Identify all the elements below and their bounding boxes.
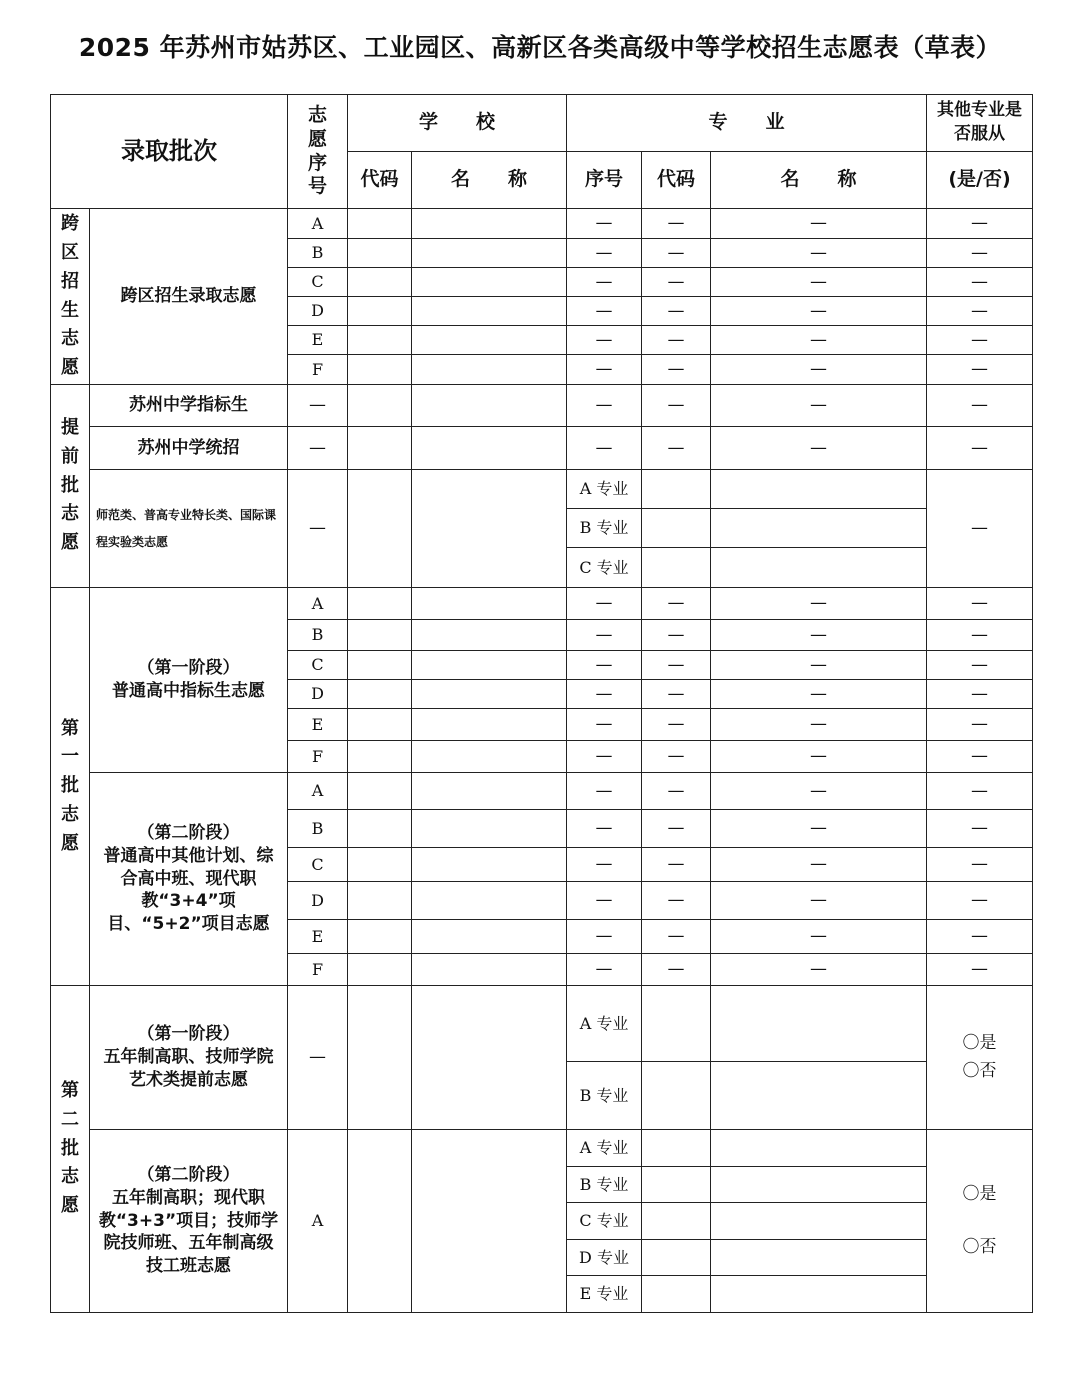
school-name-input[interactable] bbox=[412, 239, 567, 268]
dash: — bbox=[927, 385, 1033, 427]
dash: — bbox=[711, 741, 927, 773]
label-suzhou-quota: 苏州中学指标生 bbox=[90, 385, 288, 427]
header-school-code: 代码 bbox=[348, 152, 412, 209]
dash: — bbox=[711, 326, 927, 355]
school-code-input[interactable] bbox=[348, 427, 412, 470]
school-code-input[interactable] bbox=[348, 651, 412, 680]
dash: — bbox=[642, 810, 711, 848]
major-seq-cell: D 专业 bbox=[567, 1240, 642, 1276]
group-batch2: 第二批志愿 bbox=[51, 986, 90, 1313]
dash: — bbox=[567, 651, 642, 680]
dash: — bbox=[567, 620, 642, 651]
school-code-input[interactable] bbox=[348, 588, 412, 620]
dash: — bbox=[927, 297, 1033, 326]
dash: — bbox=[567, 882, 642, 920]
dash: — bbox=[927, 239, 1033, 268]
school-code-input[interactable] bbox=[348, 385, 412, 427]
dash: — bbox=[711, 651, 927, 680]
seq-cell: B bbox=[288, 810, 348, 848]
dash: — bbox=[567, 773, 642, 810]
school-code-input[interactable] bbox=[348, 239, 412, 268]
dash: — bbox=[927, 848, 1033, 882]
dash: — bbox=[711, 355, 927, 385]
no-option[interactable]: 〇否 bbox=[962, 1060, 997, 1081]
dash: — bbox=[642, 882, 711, 920]
dash: — bbox=[642, 620, 711, 651]
seq-cell: D bbox=[288, 680, 348, 709]
major-code-input[interactable] bbox=[642, 548, 711, 588]
dash: — bbox=[927, 620, 1033, 651]
school-name-input[interactable] bbox=[412, 709, 567, 741]
other-major-choice[interactable] bbox=[927, 986, 1033, 1130]
school-name-input[interactable] bbox=[412, 427, 567, 470]
seq-cell: A bbox=[288, 773, 348, 810]
dash: — bbox=[288, 986, 348, 1130]
school-code-input[interactable] bbox=[348, 297, 412, 326]
dash: — bbox=[642, 848, 711, 882]
dash: — bbox=[567, 741, 642, 773]
dash: — bbox=[711, 773, 927, 810]
school-name-input[interactable] bbox=[412, 741, 567, 773]
major-seq-cell: B 专业 bbox=[567, 509, 642, 548]
major-seq-cell: A 专业 bbox=[567, 986, 642, 1062]
dash: — bbox=[642, 385, 711, 427]
dash: — bbox=[711, 385, 927, 427]
major-name-input[interactable] bbox=[711, 509, 927, 548]
dash: — bbox=[642, 741, 711, 773]
dash: — bbox=[927, 680, 1033, 709]
school-code-input[interactable] bbox=[348, 470, 412, 588]
dash: — bbox=[642, 209, 711, 239]
major-seq-cell: E 专业 bbox=[567, 1276, 642, 1313]
school-name-input[interactable] bbox=[412, 954, 567, 986]
dash: — bbox=[567, 954, 642, 986]
major-code-input[interactable] bbox=[642, 986, 711, 1062]
header-yes-no: (是/否) bbox=[927, 152, 1033, 209]
dash: — bbox=[642, 268, 711, 297]
school-code-input[interactable] bbox=[348, 848, 412, 882]
form-title: 2025 年苏州市姑苏区、工业园区、高新区各类高级中等学校招生志愿表（草表） bbox=[78, 33, 1002, 62]
dash: — bbox=[642, 427, 711, 470]
seq-cell: A bbox=[288, 1130, 348, 1313]
dash: — bbox=[567, 680, 642, 709]
major-code-input[interactable] bbox=[642, 1240, 711, 1276]
dash: — bbox=[288, 427, 348, 470]
school-code-input[interactable] bbox=[348, 1130, 412, 1313]
seq-cell: E bbox=[288, 326, 348, 355]
school-code-input[interactable] bbox=[348, 986, 412, 1130]
major-seq-cell: B 专业 bbox=[567, 1167, 642, 1203]
dash: — bbox=[642, 954, 711, 986]
school-name-input[interactable] bbox=[412, 848, 567, 882]
dash: — bbox=[711, 588, 927, 620]
major-code-input[interactable] bbox=[642, 509, 711, 548]
school-name-input[interactable] bbox=[412, 470, 567, 588]
group-batch1: 第一批志愿 bbox=[51, 588, 90, 986]
dash: — bbox=[711, 209, 927, 239]
major-name-input[interactable] bbox=[711, 1203, 927, 1240]
dash: — bbox=[927, 209, 1033, 239]
school-code-input[interactable] bbox=[348, 620, 412, 651]
school-code-input[interactable] bbox=[348, 920, 412, 954]
dash: — bbox=[567, 427, 642, 470]
header-seq: 志愿序号 bbox=[288, 95, 348, 209]
no-option[interactable]: 〇否 bbox=[962, 1237, 997, 1257]
dash: — bbox=[927, 954, 1033, 986]
dash: — bbox=[642, 355, 711, 385]
school-code-input[interactable] bbox=[348, 954, 412, 986]
label-batch1-stage1: （第一阶段） 普通高中指标生志愿 bbox=[90, 588, 288, 773]
school-name-input[interactable] bbox=[412, 986, 567, 1130]
dash: — bbox=[567, 326, 642, 355]
major-name-input[interactable] bbox=[711, 1062, 927, 1130]
dash: — bbox=[567, 920, 642, 954]
school-code-input[interactable] bbox=[348, 680, 412, 709]
seq-cell: F bbox=[288, 954, 348, 986]
major-name-input[interactable] bbox=[711, 1276, 927, 1313]
major-code-input[interactable] bbox=[642, 1130, 711, 1167]
school-name-input[interactable] bbox=[412, 920, 567, 954]
seq-cell: E bbox=[288, 920, 348, 954]
header-school-name: 名 称 bbox=[412, 152, 567, 209]
dash: — bbox=[711, 954, 927, 986]
school-name-input[interactable] bbox=[412, 773, 567, 810]
major-code-input[interactable] bbox=[642, 1062, 711, 1130]
major-name-input[interactable] bbox=[711, 1240, 927, 1276]
major-code-input[interactable] bbox=[642, 1276, 711, 1313]
dash: — bbox=[711, 268, 927, 297]
school-code-input[interactable] bbox=[348, 355, 412, 385]
dash: — bbox=[567, 297, 642, 326]
major-name-input[interactable] bbox=[711, 1167, 927, 1203]
school-name-input[interactable] bbox=[412, 268, 567, 297]
dash: — bbox=[711, 848, 927, 882]
seq-cell: C bbox=[288, 848, 348, 882]
dash: — bbox=[711, 920, 927, 954]
dash: — bbox=[927, 773, 1033, 810]
other-major-choice[interactable] bbox=[927, 1130, 1033, 1313]
application-form-table bbox=[50, 94, 1033, 1313]
dash: — bbox=[927, 810, 1033, 848]
header-school: 学 校 bbox=[348, 95, 567, 152]
school-name-input[interactable] bbox=[412, 1130, 567, 1313]
dash: — bbox=[927, 651, 1033, 680]
seq-cell: F bbox=[288, 355, 348, 385]
dash: — bbox=[567, 709, 642, 741]
header-major-code: 代码 bbox=[642, 152, 711, 209]
school-name-input[interactable] bbox=[412, 326, 567, 355]
school-name-input[interactable] bbox=[412, 355, 567, 385]
dash: — bbox=[711, 620, 927, 651]
dash: — bbox=[642, 239, 711, 268]
major-name-input[interactable] bbox=[711, 1130, 927, 1167]
dash: — bbox=[642, 588, 711, 620]
dash: — bbox=[927, 470, 1033, 588]
seq-cell: F bbox=[288, 741, 348, 773]
school-code-input[interactable] bbox=[348, 773, 412, 810]
dash: — bbox=[927, 741, 1033, 773]
major-seq-cell: C 专业 bbox=[567, 548, 642, 588]
seq-cell: D bbox=[288, 297, 348, 326]
seq-cell: B bbox=[288, 620, 348, 651]
dash: — bbox=[567, 810, 642, 848]
group-early: 提前批志愿 bbox=[51, 385, 90, 588]
school-name-input[interactable] bbox=[412, 297, 567, 326]
school-name-input[interactable] bbox=[412, 385, 567, 427]
dash: — bbox=[927, 709, 1033, 741]
dash: — bbox=[927, 268, 1033, 297]
header-major-name: 名 称 bbox=[711, 152, 927, 209]
school-code-input[interactable] bbox=[348, 882, 412, 920]
dash: — bbox=[927, 588, 1033, 620]
seq-cell: C bbox=[288, 651, 348, 680]
dash: — bbox=[642, 297, 711, 326]
dash: — bbox=[927, 355, 1033, 385]
header-batch: 录取批次 bbox=[51, 95, 288, 209]
seq-cell: E bbox=[288, 709, 348, 741]
major-name-input[interactable] bbox=[711, 986, 927, 1062]
dash: — bbox=[711, 427, 927, 470]
dash: — bbox=[711, 709, 927, 741]
major-seq-cell: A 专业 bbox=[567, 470, 642, 509]
dash: — bbox=[288, 385, 348, 427]
label-batch2-stage1: （第一阶段） 五年制高职、技师学院艺术类提前志愿 bbox=[90, 986, 288, 1130]
yes-option[interactable]: 〇是 bbox=[962, 1183, 997, 1204]
dash: — bbox=[711, 297, 927, 326]
label-batch1-stage2: （第二阶段） 普通高中其他计划、综合高中班、现代职教“3+4”项目、“5+2”项目志愿 bbox=[90, 773, 288, 986]
major-seq-cell: C 专业 bbox=[567, 1203, 642, 1240]
label-suzhou-unified: 苏州中学统招 bbox=[90, 427, 288, 470]
dash: — bbox=[927, 326, 1033, 355]
school-code-input[interactable] bbox=[348, 326, 412, 355]
header-major: 专 业 bbox=[567, 95, 927, 152]
seq-cell: A bbox=[288, 209, 348, 239]
dash: — bbox=[927, 427, 1033, 470]
school-code-input[interactable] bbox=[348, 709, 412, 741]
dash: — bbox=[642, 680, 711, 709]
major-code-input[interactable] bbox=[642, 470, 711, 509]
seq-cell: A bbox=[288, 588, 348, 620]
header-other: 其他专业是否服从 bbox=[927, 95, 1033, 152]
dash: — bbox=[927, 920, 1033, 954]
header-major-seq: 序号 bbox=[567, 152, 642, 209]
school-code-input[interactable] bbox=[348, 268, 412, 297]
group-cross: 跨区招生志愿 bbox=[51, 209, 90, 385]
label-special: 师范类、普高专业特长类、国际课程实验类志愿 bbox=[90, 470, 288, 588]
school-name-input[interactable] bbox=[412, 588, 567, 620]
major-seq-cell: B 专业 bbox=[567, 1062, 642, 1130]
yes-option[interactable]: 〇是 bbox=[962, 1033, 997, 1054]
major-code-input[interactable] bbox=[642, 1203, 711, 1240]
seq-cell: C bbox=[288, 268, 348, 297]
major-name-input[interactable] bbox=[711, 470, 927, 509]
dash: — bbox=[711, 882, 927, 920]
label-batch2-stage2: （第二阶段） 五年制高职；现代职教“3+3”项目；技师学院技师班、五年制高级技工班志愿 bbox=[90, 1130, 288, 1313]
dash: — bbox=[567, 209, 642, 239]
school-name-input[interactable] bbox=[412, 209, 567, 239]
dash: — bbox=[642, 651, 711, 680]
school-name-input[interactable] bbox=[412, 620, 567, 651]
seq-cell: B bbox=[288, 239, 348, 268]
school-name-input[interactable] bbox=[412, 680, 567, 709]
school-name-input[interactable] bbox=[412, 810, 567, 848]
dash: — bbox=[711, 810, 927, 848]
major-code-input[interactable] bbox=[642, 1167, 711, 1203]
dash: — bbox=[642, 326, 711, 355]
dash: — bbox=[567, 355, 642, 385]
school-name-input[interactable] bbox=[412, 882, 567, 920]
school-code-input[interactable] bbox=[348, 810, 412, 848]
dash: — bbox=[642, 920, 711, 954]
school-code-input[interactable] bbox=[348, 209, 412, 239]
dash: — bbox=[567, 239, 642, 268]
label-cross: 跨区招生录取志愿 bbox=[90, 209, 288, 385]
dash: — bbox=[642, 709, 711, 741]
dash: — bbox=[711, 680, 927, 709]
dash: — bbox=[927, 882, 1033, 920]
dash: — bbox=[567, 588, 642, 620]
school-code-input[interactable] bbox=[348, 741, 412, 773]
dash: — bbox=[642, 773, 711, 810]
dash: — bbox=[567, 268, 642, 297]
dash: — bbox=[288, 470, 348, 588]
seq-cell: D bbox=[288, 882, 348, 920]
dash: — bbox=[567, 385, 642, 427]
dash: — bbox=[711, 239, 927, 268]
major-seq-cell: A 专业 bbox=[567, 1130, 642, 1167]
dash: — bbox=[567, 848, 642, 882]
school-name-input[interactable] bbox=[412, 651, 567, 680]
major-name-input[interactable] bbox=[711, 548, 927, 588]
